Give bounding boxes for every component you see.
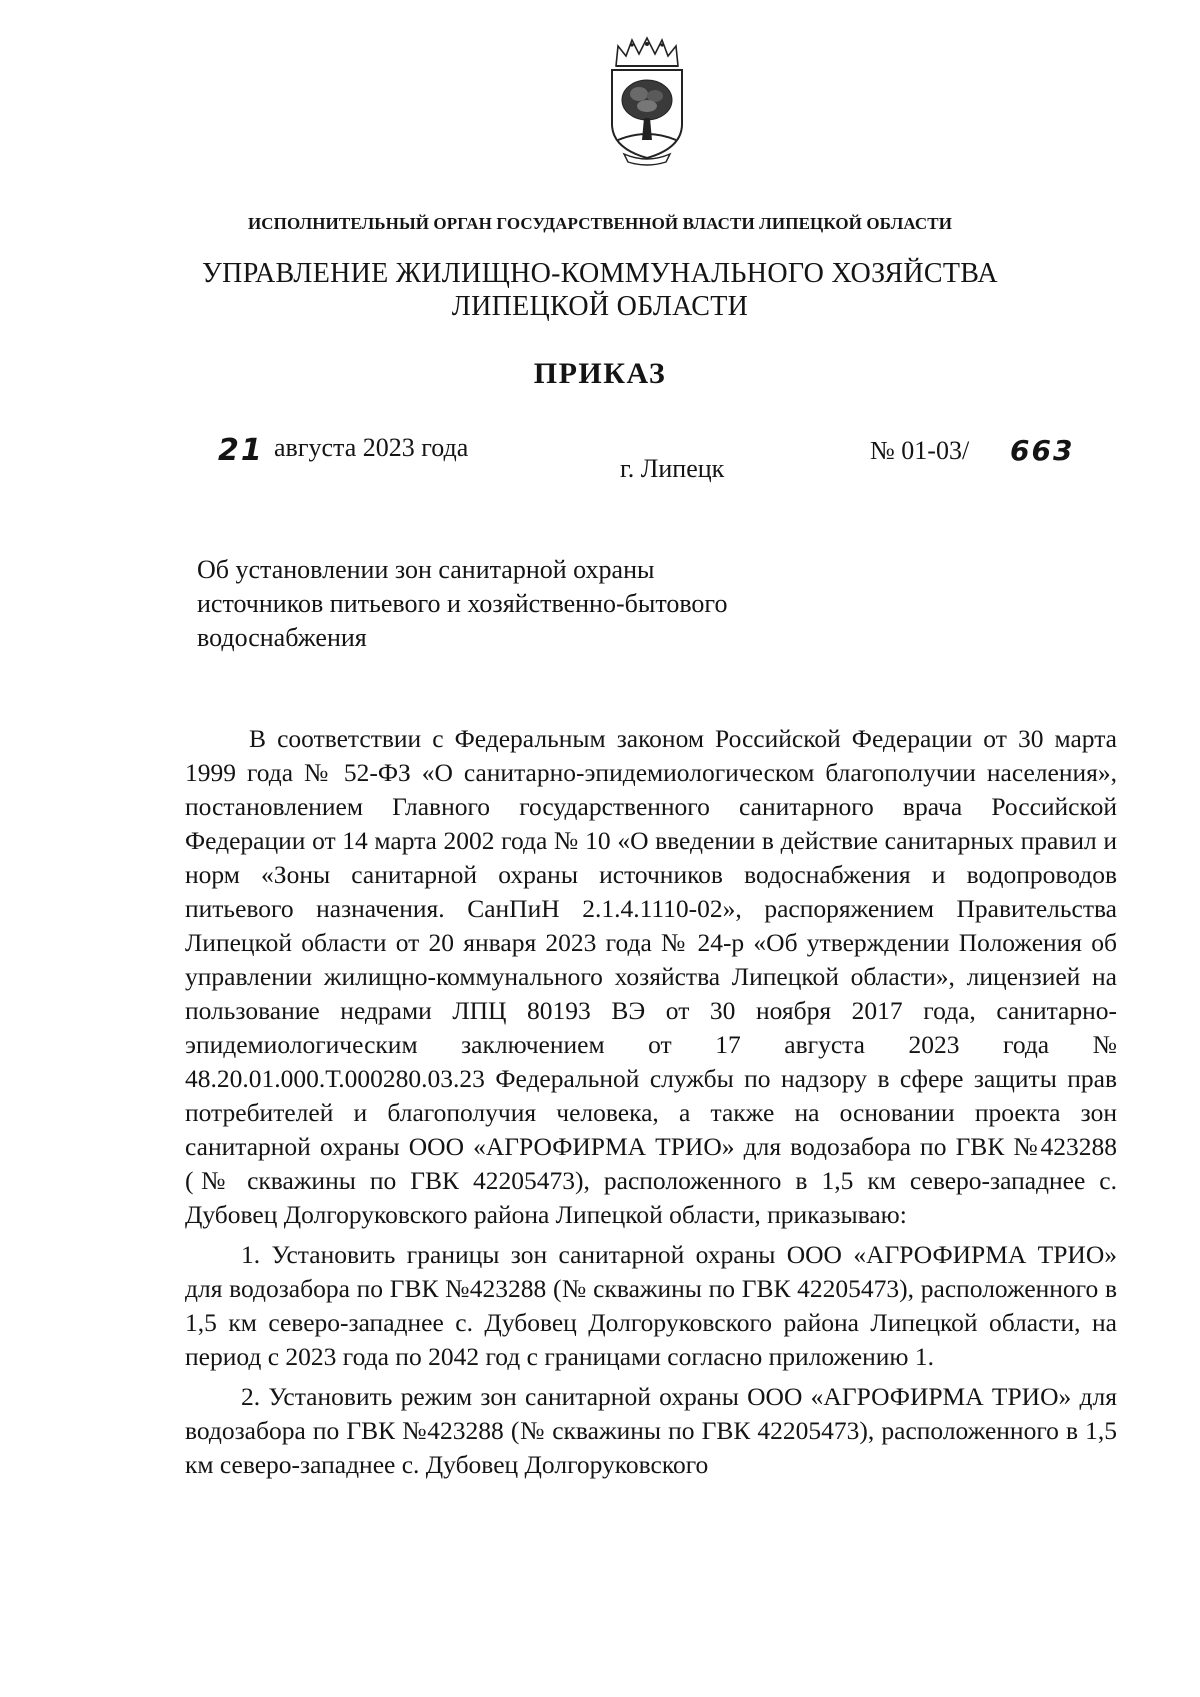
document-title: ПРИКАЗ <box>533 357 667 390</box>
order-body <box>185 722 1117 1482</box>
coat-of-arms-icon <box>604 36 690 166</box>
department-name-line-1: УПРАВЛЕНИЕ ЖИЛИЩНО-КОММУНАЛЬНОГО ХОЗЯЙСТВА <box>202 258 998 289</box>
subject-line: водоснабжения <box>197 623 367 652</box>
subject-line: источников питьевого и хозяйственно-бытового <box>197 589 728 618</box>
preamble-paragraph: В соответствии с Федеральным законом Российской Федерации от 30 марта 1999 года № 52-ФЗ «О санитарно-эпидемиологическом благополучии населения», постановлением Главного государственного санитарного врача Российской Федерации от 14 марта 2002 года № 10 «О введении в действие санитарных правил и норм «Зоны санитарной охраны источников водоснабжения и водопроводов питьевого назначения. СанПиН 2.1.4.1110-02», распоряжением Правительства Липецкой области от 20 января 2023 года № 24-р «Об утверждении Положения об управлении жилищно-коммунального хозяйства Липецкой области», лицензией на пользование недрами ЛПЦ 80193 ВЭ от 30 ноября 2017 года, санитарно-эпидемиологическим заключением от 17 августа 2023 года № 48.20.01.000.Т.000280.03.23 Федеральной службы по надзору в сфере защиты прав потребителей и благополучия человека, а также на основании проекта зон санитарной охраны ООО «АГРОФИРМА ТРИО» для водозабора по ГВК №423288 (№ скважины по ГВК 42205473), расположенного в 1,5 км северо-западнее с. Дубовец Долгоруковского района Липецкой области, приказываю: <box>185 724 1117 1229</box>
order-subject <box>197 553 837 655</box>
order-item-1: 1. Установить границы зон санитарной охраны ООО «АГРОФИРМА ТРИО» для водозабора по ГВК №423288 (№ скважины по ГВК 42205473), расположенного в 1,5 км северо-западнее с. Дубовец Долгоруковского района Липецкой области, на период с 2023 года по 2042 год с границами согласно приложению 1. <box>185 1240 1117 1371</box>
order-number-label: № 01-03/ <box>870 436 970 465</box>
order-item-2: 2. Установить режим зон санитарной охраны ООО «АГРОФИРМА ТРИО» для водозабора по ГВК №423288 (№ скважины по ГВК 42205473), расположенного в 1,5 км северо-западнее с. Дубовец Долгоруковского <box>185 1382 1117 1479</box>
document-city: г. Липецк <box>620 454 725 483</box>
handwritten-day: 21 <box>218 433 264 468</box>
handwritten-order-number: 663 <box>1010 434 1075 467</box>
document-date: августа 2023 года <box>274 433 469 462</box>
subject-line: Об установлении зон санитарной охраны <box>197 555 655 584</box>
issuing-authority: ИСПОЛНИТЕЛЬНЫЙ ОРГАН ГОСУДАРСТВЕННОЙ ВЛАСТИ ЛИПЕЦКОЙ ОБЛАСТИ <box>247 214 953 233</box>
department-name-line-2: ЛИПЕЦКОЙ ОБЛАСТИ <box>451 291 749 322</box>
